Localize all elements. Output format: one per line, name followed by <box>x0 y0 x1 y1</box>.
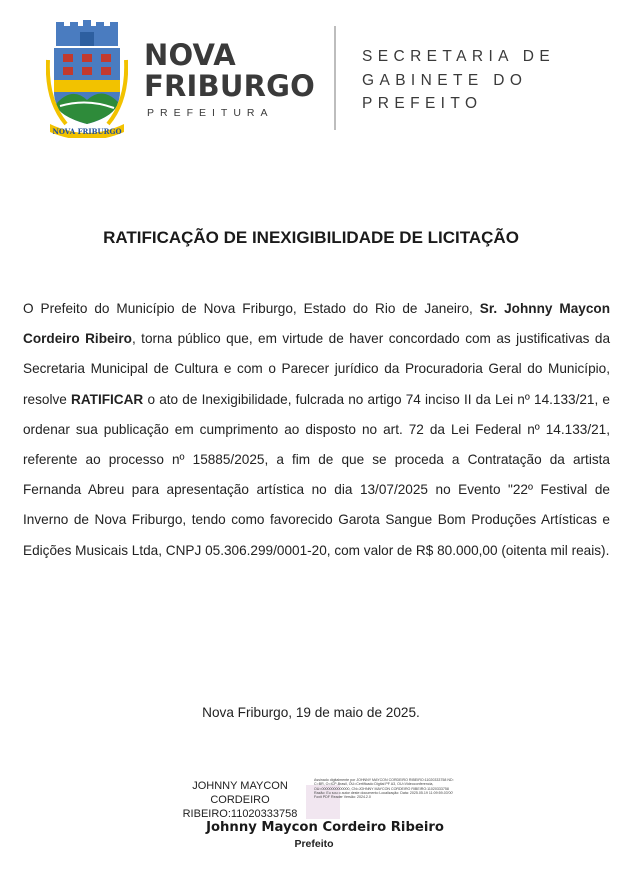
city-name-line2: FRIBURGO <box>144 69 315 103</box>
department-line2: GABINETE DO <box>362 71 528 89</box>
coat-motto: NOVA FRIBURGO <box>52 127 122 136</box>
digital-signer-line3: RIBEIRO:11020333758 <box>182 808 298 820</box>
city-subtitle: PREFEITURA <box>147 107 274 119</box>
letterhead <box>44 18 604 148</box>
digital-signer-name <box>180 779 300 821</box>
department-line3: PREFEITO <box>362 95 483 112</box>
digital-signature-stamp <box>302 777 452 819</box>
document-body <box>23 294 610 566</box>
digital-signer-line1: JOHNNY MAYCON <box>192 780 288 792</box>
signer-role: Prefeito <box>294 838 334 850</box>
signer-name: Johnny Maycon Cordeiro Ribeiro <box>206 820 444 835</box>
department-line1: SECRETARIA DE <box>362 48 556 65</box>
body-intro: O Prefeito do Município de Nova Friburgo, Estado do Rio de Janeiro, <box>23 301 473 316</box>
document-date: Nova Friburgo, 19 de maio de 2025. <box>202 705 420 720</box>
document-title: RATIFICAÇÃO DE INEXIGIBILIDADE DE LICITAÇÃO <box>103 228 519 247</box>
body-end: o ato de Inexigibilidade, fulcrada no artigo 74 inciso II da Lei nº 14.133/21, e ordenar sua publicação em cumprimento ao disposto no art. 72 da Lei Federal nº 14.133/21, referente ao processo nº 15885/2025, a fim de que se proceda a Contratação da artista Fernanda Abreu para apresentação artística no dia 13/07/2025 no Evento "22º Festival de Inverno de Nova Friburgo, tendo como favorecido Garota Sangue Bom Produções Artísticas e Edições Musicais Ltda, CNPJ 05.306.299/0001-20, com valor de R$ 80.000,00 (oitenta mil reais). <box>23 391 610 558</box>
mayor-name-inline: Sr. Johnny Maycon Cordeiro Ribeiro <box>23 301 611 347</box>
city-name <box>144 40 315 102</box>
stamp-details: Assinado digitalmente por JOHNNY MAYCON CORDEIRO RIBEIRO:11020333758 ND: C=BR, O=ICP-Brasil, OU=Certificado Digital PF A3, OU=Videoconferencia, OU=00000000000000, CN=JOHNNY MAYCON CORDEIRO RIBEIRO:11020333758 Razão: Eu sou o autor deste documento Localização: Data: 2025.05.19 11:09:59-03'00' Foxit PDF Reader Versão: 2024.2.0 <box>314 778 454 800</box>
coat-of-arms-icon <box>46 20 128 138</box>
signature-block <box>180 775 480 865</box>
ratify-keyword: RATIFICAR <box>71 391 144 407</box>
digital-signer-line2: CORDEIRO <box>210 794 270 806</box>
header-divider <box>334 26 336 130</box>
city-name-line1: NOVA <box>144 38 236 72</box>
department-name <box>362 45 622 116</box>
body-middle: , torna público que, em virtude de haver concordado com as justificativas da Secretaria Municipal de Cultura e com o Parecer jurídico da Procuradoria Geral do Município, resolve <box>23 331 611 407</box>
